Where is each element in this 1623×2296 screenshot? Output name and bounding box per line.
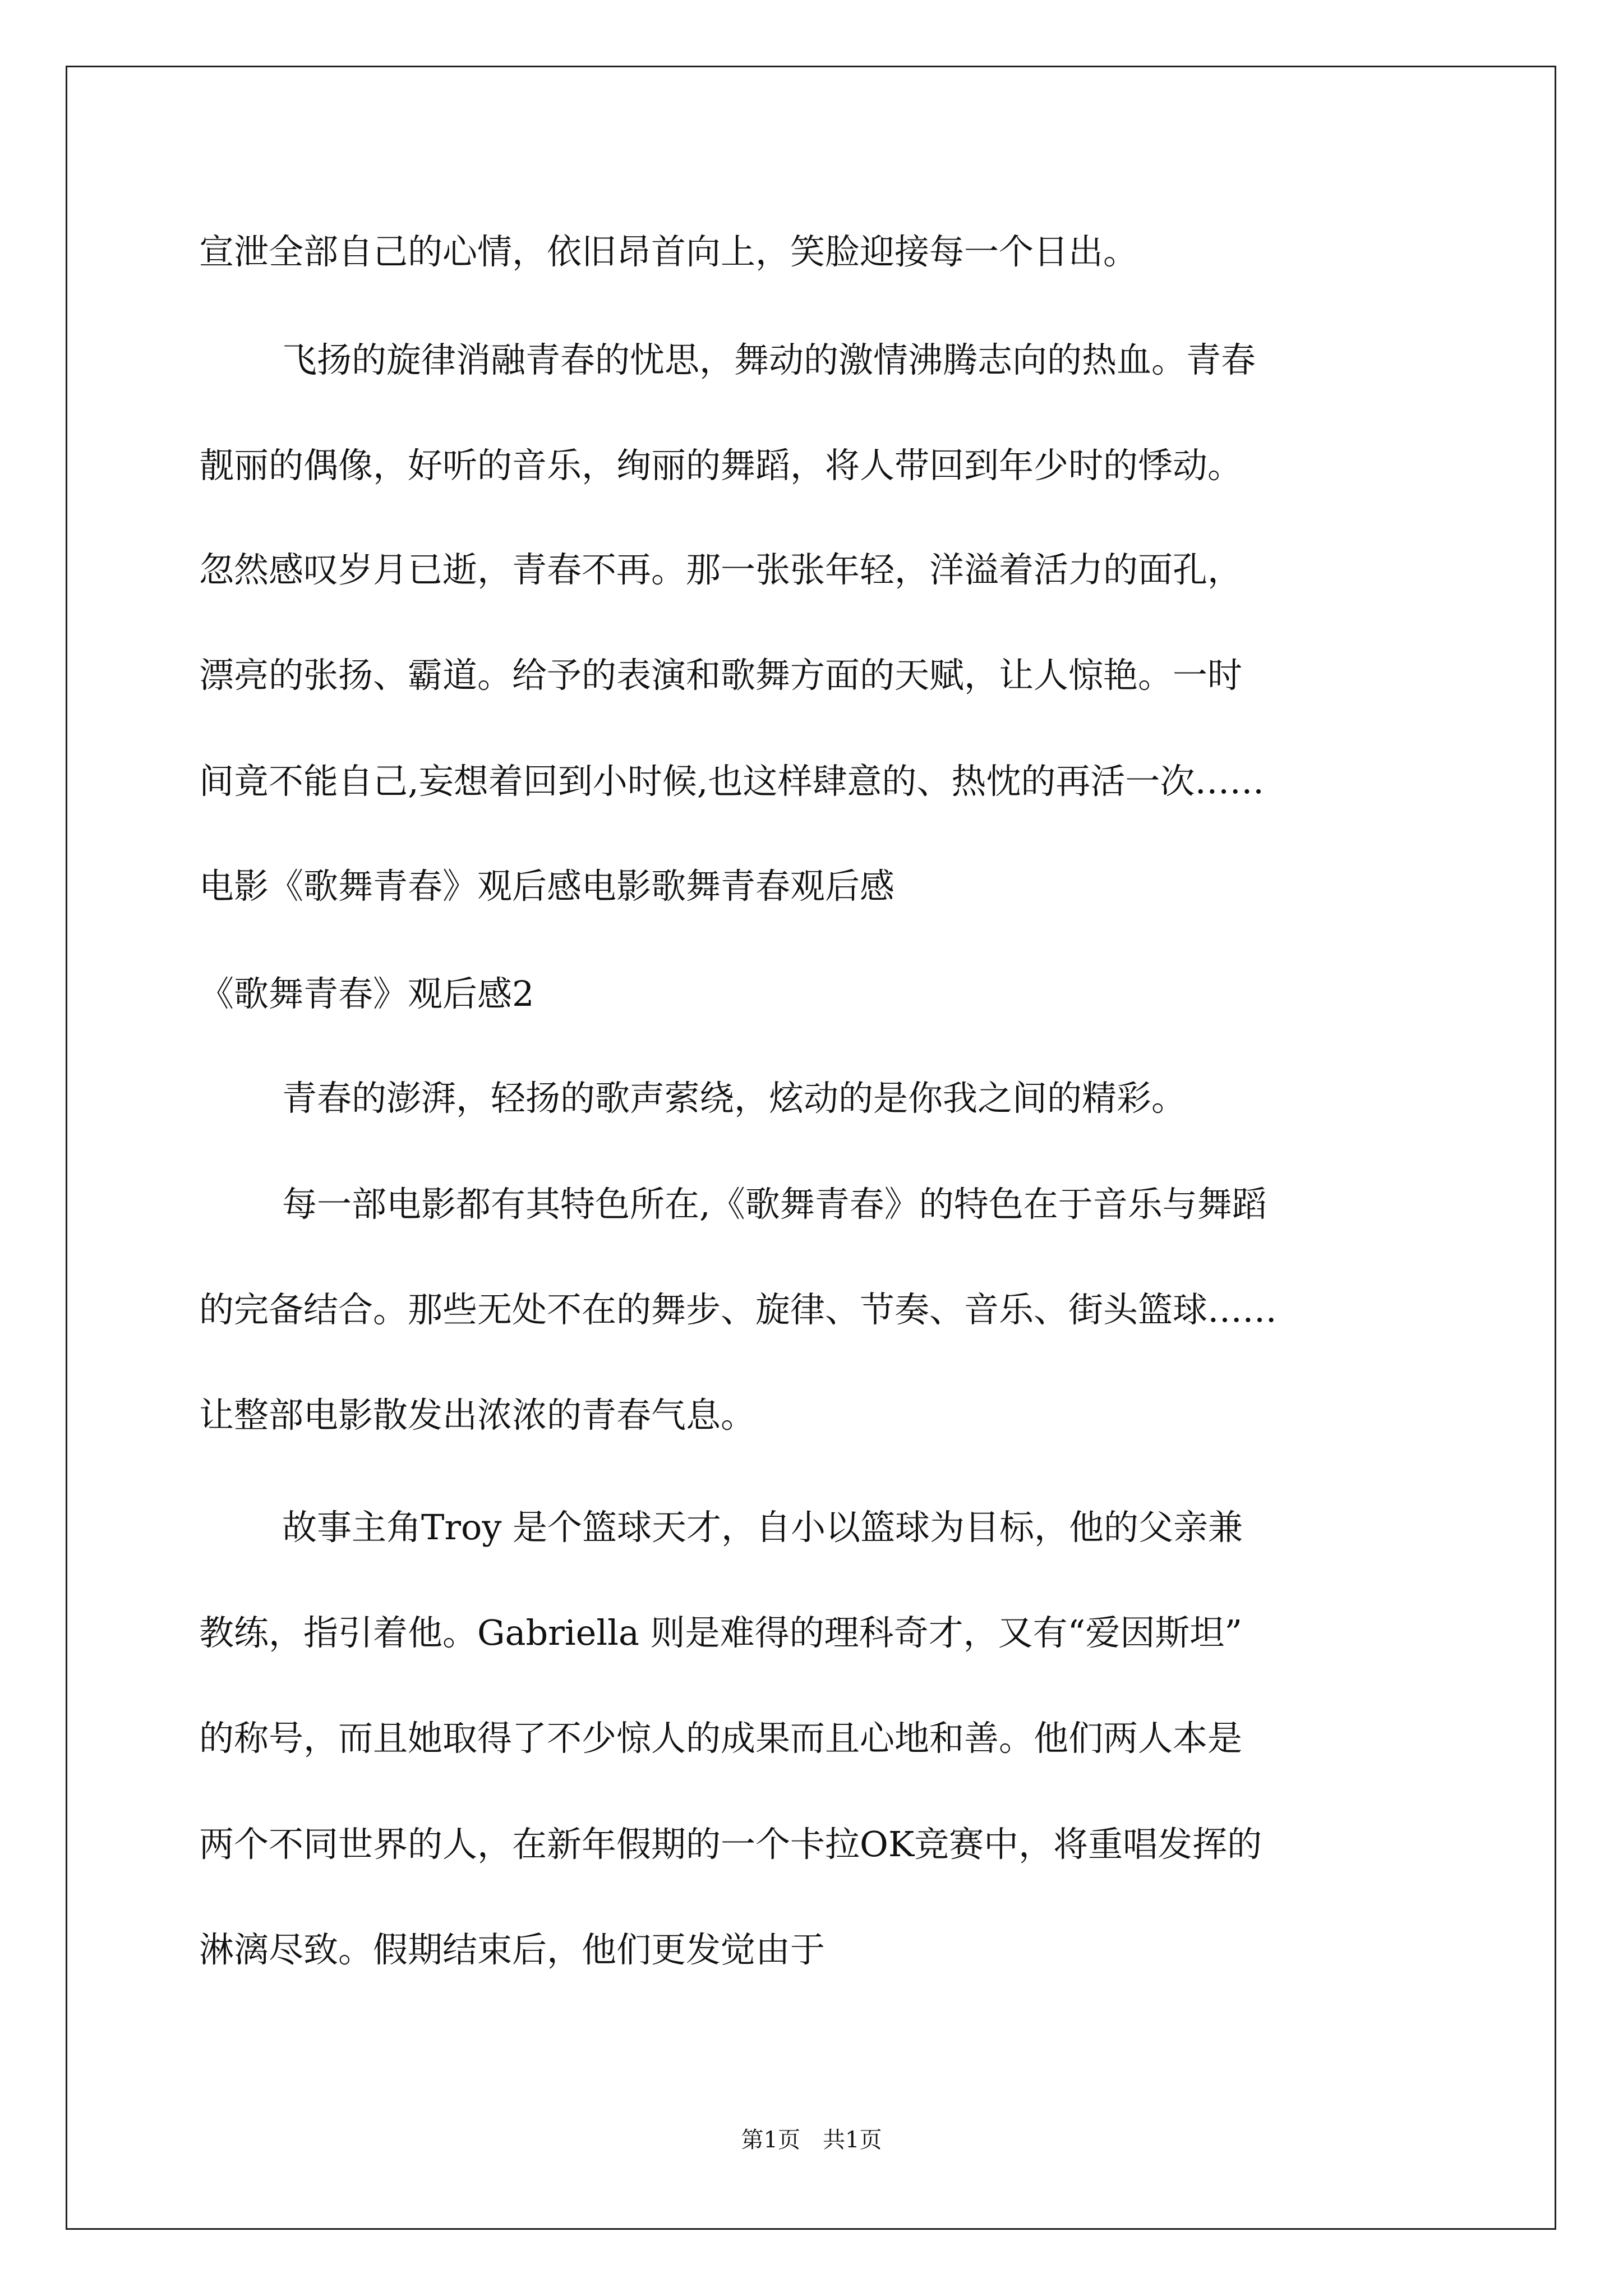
text-line-5: 漂亮的张扬、霸道。给予的表演和歌舞方面的天赋，让人惊艳。一时 xyxy=(199,655,1243,696)
text-line-12: 让整部电影散发出浓浓的青春气息。 xyxy=(199,1395,756,1435)
text-line-6: 间竟不能自己,妄想着回到小时候,也这样肆意的、热忱的再活一次…… xyxy=(199,761,1265,802)
text-line-7: 电影《歌舞青春》观后感电影歌舞青春观后感 xyxy=(199,866,895,907)
text-line-17: 淋漓尽致。假期结束后，他们更发觉由于 xyxy=(199,1929,826,1970)
text-line-15: 的称号，而且她取得了不少惊人的成果而且心地和善。他们两人本是 xyxy=(199,1718,1243,1759)
text-line-13: 故事主角Troy 是个篮球天才，自小以篮球为目标，他的父亲兼 xyxy=(282,1507,1243,1548)
text-line-11: 的完备结合。那些无处不在的舞步、旋律、节奏、音乐、街头篮球…… xyxy=(199,1289,1278,1330)
section-heading: 《歌舞青春》观后感2 xyxy=(199,973,534,1014)
text-line-9: 青春的澎湃，轻扬的歌声萦绕，炫动的是你我之间的精彩。 xyxy=(282,1078,1187,1119)
text-line-3: 靓丽的偶像，好听的音乐，绚丽的舞蹈，将人带回到年少时的悸动。 xyxy=(199,445,1243,486)
text-line-1: 宣泄全部自己的心情，依旧昂首向上，笑脸迎接每一个日出。 xyxy=(199,231,1138,272)
text-line-4: 忽然感叹岁月已逝，青春不再。那一张张年轻，洋溢着活力的面孔， xyxy=(199,549,1243,590)
text-line-10: 每一部电影都有其特色所在,《歌舞青春》的特色在于音乐与舞蹈 xyxy=(282,1184,1267,1225)
text-line-14: 教练，指引着他。Gabriella 则是难得的理科奇才，又有“爱因斯坦” xyxy=(199,1612,1243,1653)
page-number-footer: 第1页 共1页 xyxy=(741,2127,882,2153)
page-border xyxy=(66,66,1556,2230)
text-line-16: 两个不同世界的人，在新年假期的一个卡拉OK竞赛中，将重唱发挥的 xyxy=(199,1824,1262,1865)
text-line-2: 飞扬的旋律消融青春的忧思，舞动的激情沸腾志向的热血。青春 xyxy=(282,339,1256,380)
